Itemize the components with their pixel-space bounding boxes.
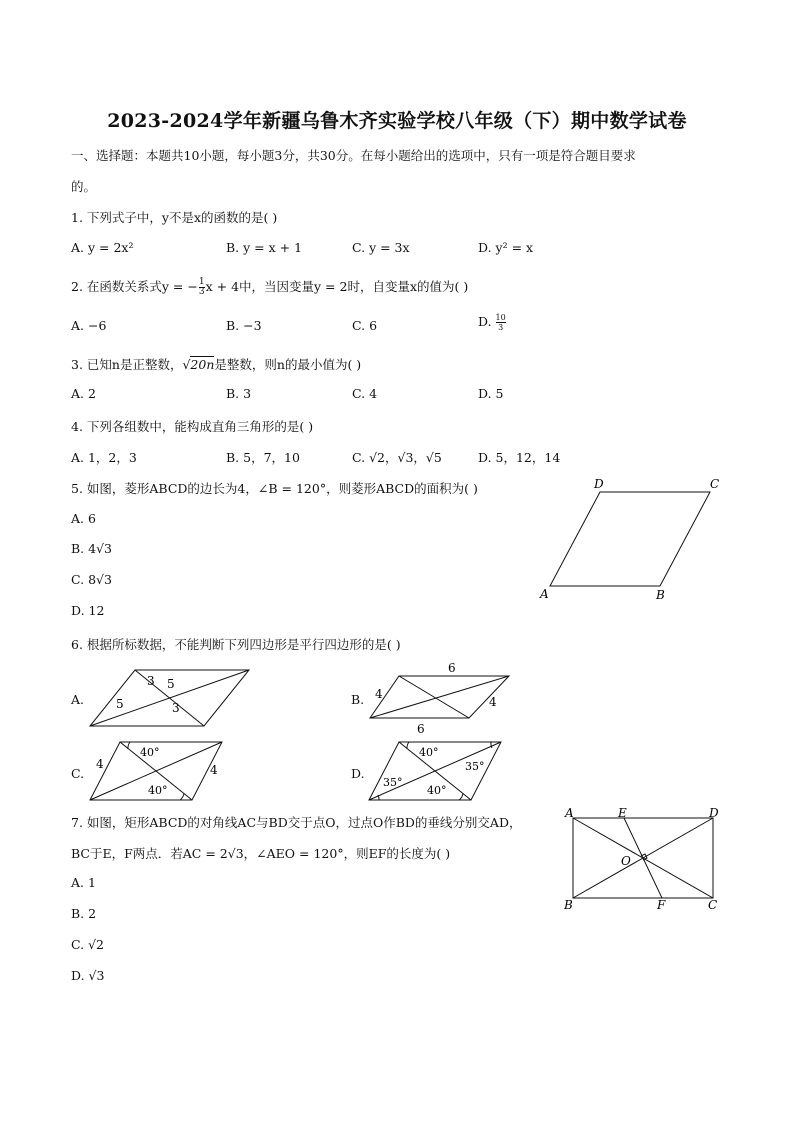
q7-rectangle-figure [560, 805, 725, 915]
fig7-label-a: A [565, 806, 574, 820]
q7-stem-line2: BC于E，F两点．若AC = 2√3，∠AEO = 120°，则EF的长度为( ) [71, 846, 451, 861]
q6c-angle-2: 40° [148, 784, 168, 797]
q7-option-d[interactable]: D. √3 [71, 968, 105, 983]
q7-option-c[interactable]: C. √2 [71, 937, 104, 952]
fig7-label-d: D [709, 806, 719, 820]
q2-fraction [199, 278, 205, 297]
q6d-angle-arc-3 [378, 795, 379, 800]
q6d-angle-arc-2 [459, 793, 463, 800]
fig5-label-c: C [710, 477, 720, 491]
q6c-angle-arc-2 [180, 793, 184, 800]
q5-rhombus-figure [538, 472, 728, 607]
rhombus-shape [550, 492, 710, 586]
q6b-diagonal-1 [399, 676, 469, 718]
q2-stem-start: 2. 在函数关系式y = − [71, 279, 198, 294]
fig5-label-b: B [656, 588, 665, 602]
q4-stem: 4. 下列各组数中，能构成直角三角形的是( ) [71, 419, 314, 434]
q6-figure-d [367, 738, 507, 804]
q6-figure-c [88, 738, 228, 804]
q3-stem [71, 355, 361, 373]
q7-option-a[interactable]: A. 1 [71, 875, 96, 890]
q6-option-d[interactable]: D. [351, 766, 365, 781]
q6a-num-3: 5 [116, 697, 124, 711]
q5-stem: 5. 如图，菱形ABCD的边长为4，∠B = 120°，则菱形ABCD的面积为( ) [71, 481, 478, 496]
fig7-label-b: B [564, 898, 573, 912]
rectangle-svg [560, 805, 725, 915]
q6c-angle-arc-1 [128, 742, 130, 749]
q6b-bottom-num: 6 [417, 722, 425, 736]
q6-figure-b [366, 660, 516, 738]
q1-option-d[interactable]: D. y² = x [478, 240, 534, 255]
fig7-label-o: O [621, 854, 631, 868]
q2-frac-den: 3 [198, 287, 205, 297]
q4-option-d[interactable]: D. 5，12，14 [478, 450, 561, 465]
q3-stem-start: 3. 已知n是正整数， [71, 357, 183, 372]
q7-option-b[interactable]: B. 2 [71, 906, 97, 921]
q6a-svg [88, 664, 253, 729]
q2-d-den: 3 [498, 323, 504, 332]
rhombus-svg [538, 472, 728, 607]
q6c-left-num: 4 [96, 757, 104, 771]
q6d-angle-2: 40° [427, 784, 447, 797]
page-title: 2023-2024学年新疆乌鲁木齐实验学校八年级（下）期中数学试卷 [107, 110, 687, 132]
q6d-angle-arc-4 [491, 742, 492, 748]
q2-stem-end: x + 4中，当因变量y = 2时，自变量x的值为( ) [205, 279, 469, 294]
q2-option-d-label: D. [478, 314, 496, 329]
q6b-right-num: 4 [489, 695, 497, 709]
q6-option-b[interactable]: B. [351, 692, 365, 707]
q2-option-d[interactable] [478, 313, 506, 332]
section-header-line2: 的。 [71, 179, 97, 194]
q3-option-d[interactable]: D. 5 [478, 386, 504, 401]
q1-option-a[interactable]: A. y = 2x² [71, 240, 134, 255]
q5-option-c[interactable]: C. 8√3 [71, 572, 112, 587]
q6c-angle-1: 40° [140, 746, 160, 759]
q6d-svg [367, 738, 507, 804]
fig5-label-d: D [594, 477, 604, 491]
fig7-label-f: F [657, 898, 666, 912]
q5-option-d[interactable]: D. 12 [71, 603, 105, 618]
q1-stem: 1. 下列式子中，y不是x的函数的是( ) [71, 210, 278, 225]
q6d-angle-3: 35° [383, 776, 403, 789]
sqrt-symbol: √ [182, 357, 191, 372]
q5-option-a[interactable]: A. 6 [71, 511, 96, 526]
q6d-angle-4: 35° [465, 760, 485, 773]
q4-option-b[interactable]: B. 5，7，10 [226, 450, 300, 465]
section-header-line1: 一、选择题：本题共10小题，每小题3分，共30分。在每小题给出的选项中，只有一项是符合题目要求 [71, 148, 636, 163]
q3-option-b[interactable]: B. 3 [226, 386, 252, 401]
q7-stem-line1: 7. 如图，矩形ABCD的对角线AC与BD交于点O，过点O作BD的垂线分别交AD， [71, 815, 522, 830]
q6-option-c[interactable]: C. [71, 766, 85, 781]
q6b-svg [366, 660, 516, 738]
q6a-num-2: 5 [167, 677, 175, 691]
q1-option-c[interactable]: C. y = 3x [352, 240, 410, 255]
fig5-label-a: A [540, 587, 549, 601]
q2-option-b[interactable]: B. −3 [226, 318, 262, 333]
q6-stem: 6. 根据所标数据，不能判断下列四边形是平行四边形的是( ) [71, 637, 401, 652]
q6b-left-num: 4 [375, 687, 383, 701]
q2-option-c[interactable]: C. 6 [352, 318, 378, 333]
q5-option-b[interactable]: B. 4√3 [71, 541, 113, 556]
q4-option-c[interactable]: C. √2，√3，√5 [352, 450, 442, 465]
q4-option-a[interactable]: A. 1，2，3 [71, 450, 137, 465]
q2-frac-num: 1 [198, 277, 205, 287]
q2-stem [71, 277, 468, 297]
q6-option-a[interactable]: A. [71, 692, 85, 707]
q3-radicand: 20n [190, 357, 215, 372]
q3-stem-end: 是整数，则n的最小值为( ) [214, 357, 362, 372]
q3-option-c[interactable]: C. 4 [352, 386, 378, 401]
q3-option-a[interactable]: A. 2 [71, 386, 96, 401]
q6d-angle-arc-1 [407, 742, 409, 749]
q1-option-b[interactable]: B. y = x + 1 [226, 240, 303, 255]
fig7-label-e: E [618, 806, 627, 820]
q2-option-d-fraction [496, 313, 506, 332]
q6b-top-num: 6 [448, 661, 456, 675]
q6c-right-num: 4 [210, 763, 218, 777]
q6c-svg [88, 738, 228, 804]
q2-d-num: 10 [495, 313, 506, 322]
q6d-angle-1: 40° [419, 746, 439, 759]
q2-option-a[interactable]: A. −6 [71, 318, 107, 333]
q6a-num-1: 3 [147, 674, 155, 688]
q6-figure-a [88, 664, 253, 729]
fig7-label-c: C [708, 898, 718, 912]
q6a-num-4: 3 [172, 701, 180, 715]
